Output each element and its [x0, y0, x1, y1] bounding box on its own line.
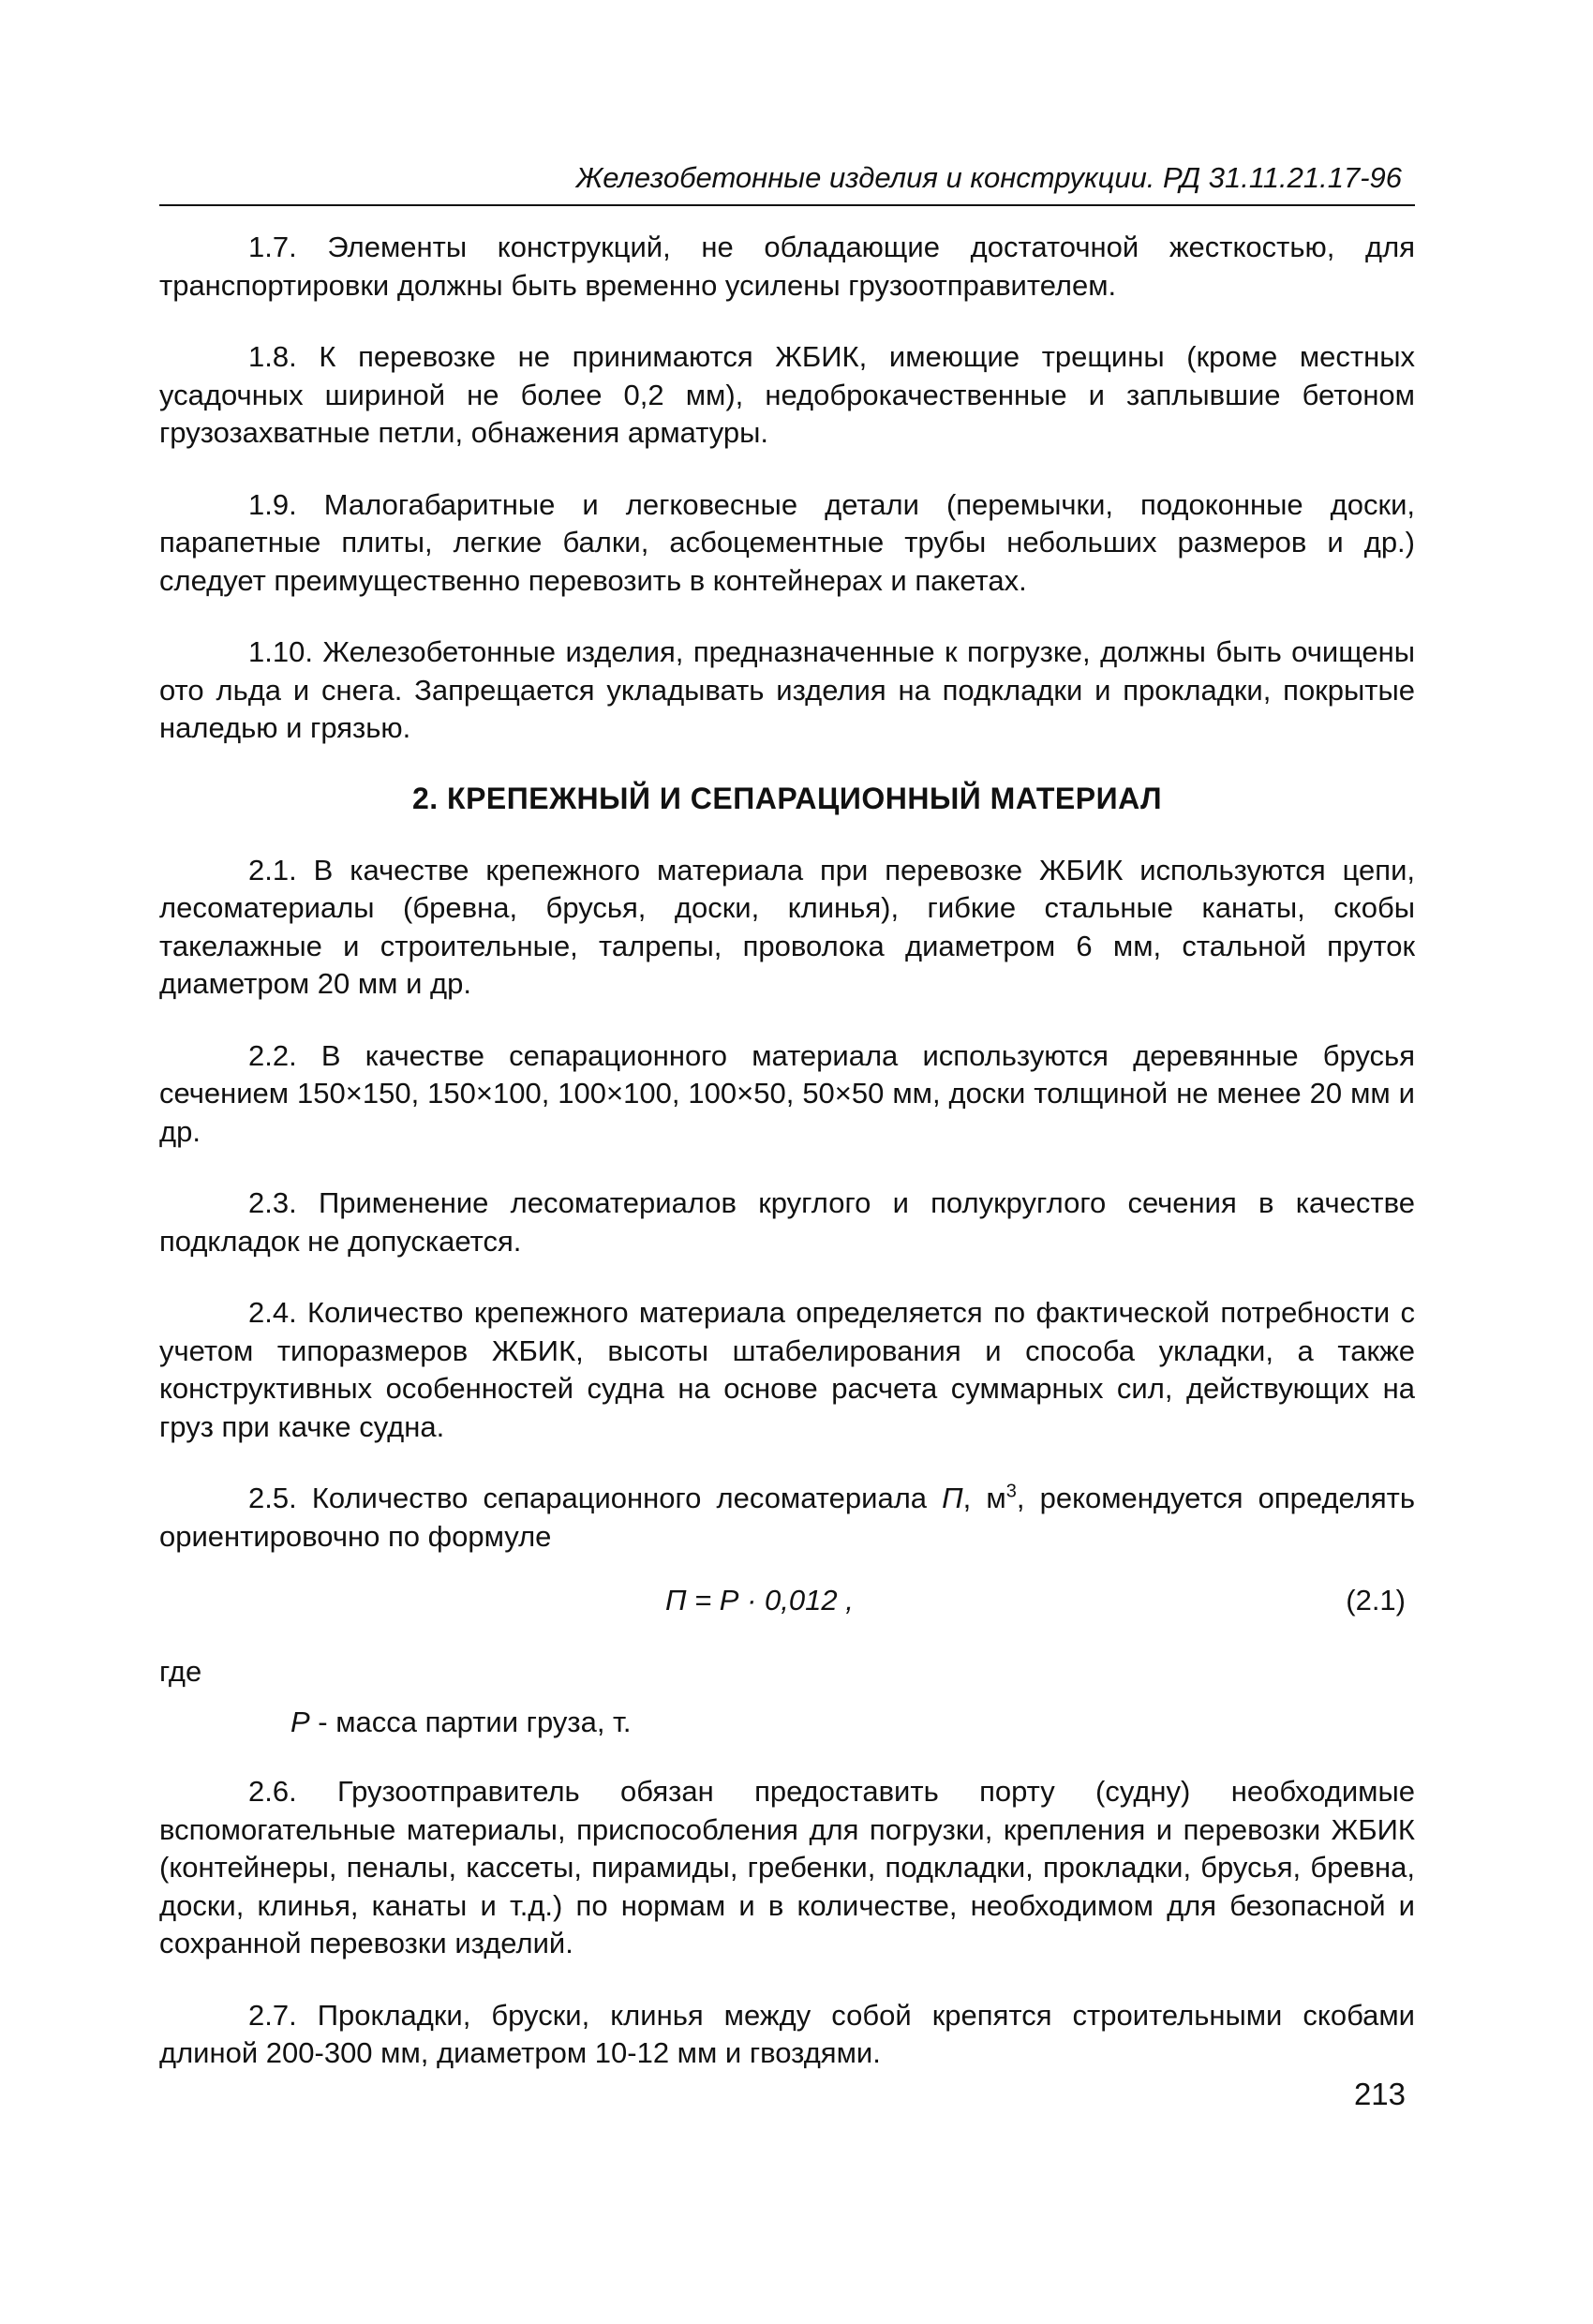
paragraph-2-3: 2.3. Применение лесоматериалов круглого и полукруглого сечения в качестве подкладок не допускается. — [159, 1186, 1415, 1258]
formula-expression: П = Р · 0,012 , — [665, 1584, 854, 1616]
formula-number: (2.1) — [1346, 1584, 1406, 1616]
paragraph-2-4: 2.4. Количество крепежного материала определяется по фактической потребности с учетом типоразмеров ЖБИК, высоты штабелирования и способа укладки, а также конструктивных особенностей судна на основе расчета суммарных сил, действующих на груз при качке судна. — [159, 1296, 1415, 1443]
where-label: где — [159, 1655, 202, 1688]
paragraph-1-7: 1.7. Элементы конструкций, не обладающие достаточной жесткостью, для транспортировки должны быть временно усилены грузоотправителем. — [159, 231, 1415, 302]
paragraph-2-1: 2.1. В качестве крепежного материала при перевозке ЖБИК используются цепи, лесоматериалы (бревна, брусья, доски, клинья), гибкие стальные канаты, скобы такелажные и строительные, талрепы, проволока диаметром 6 мм, стальной пруток диаметром 20 мм и др. — [159, 853, 1415, 1000]
paragraph-2-6: 2.6. Грузоотправитель обязан предоставить порту (судну) необходимые вспомогательные материалы, приспособления для погрузки, крепления и перевозки ЖБИК (контейнеры, пеналы, кассеты, пирамиды, гребенки, подкладки, прокладки, брусья, бревна, доски, клинья, канаты и т.д.) по нормам и в количестве, необходимом для безопасной и сохранной перевозки изделий. — [159, 1775, 1415, 1959]
where-text: - масса партии груза, т. — [309, 1706, 632, 1738]
header-rule — [159, 204, 1415, 206]
section-heading: 2. КРЕПЕЖНЫЙ И СЕПАРАЦИОННЫЙ МАТЕРИАЛ — [411, 781, 1163, 815]
formula-row — [159, 1584, 1415, 1625]
paragraph-1-8: 1.8. К перевозке не принимаются ЖБИК, имеющие трещины (кроме местных усадочных шириной не более 0,2 мм), недоброкачественные и заплывшие бетоном грузозахватные петли, обнажения арматуры. — [159, 340, 1415, 449]
paragraph-2-5-rest: , рекомендуется определять ориентировочно по формуле — [159, 1482, 1415, 1553]
paragraph-2-5 — [159, 1480, 1415, 1556]
document-page — [159, 159, 1415, 2111]
paragraph-1-9: 1.9. Малогабаритные и легковесные детали (перемычки, подоконные доски, парапетные плиты, легкие балки, асбоцементные трубы небольших размеров и др.) следует преимущественно перевозить в контейнерах и пакетах. — [159, 487, 1415, 597]
paragraph-2-5-symbol: П — [942, 1482, 963, 1514]
where-definition — [290, 1704, 1415, 1741]
paragraph-2-5-unit-power: 3 — [1005, 1481, 1017, 1502]
running-header: Железобетонные изделия и конструкции. РД 31.11.21.17-96 — [575, 161, 1402, 194]
paragraph-2-5-text: 2.5. Количество сепарационного лесоматериала — [248, 1482, 943, 1514]
paragraph-1-10: 1.10. Железобетонные изделия, предназначенные к погрузке, должны быть очищены ото льда и снега. Запрещается укладывать изделия на подкладки и прокладки, покрытые наледью и грязью. — [159, 635, 1415, 744]
page-number: 213 — [1353, 2077, 1406, 2111]
paragraph-2-2: 2.2. В качестве сепарационного материала используются деревянные брусья сечением 150×150, 150×100, 100×100, 100×50, 50×50 мм, доски толщиной не менее 20 мм и др. — [159, 1038, 1415, 1148]
paragraph-2-7: 2.7. Прокладки, бруски, клинья между собой крепятся строительными скобами длиной 200-300 мм, диаметром 10-12 мм и гвоздями. — [159, 1998, 1415, 2069]
paragraph-2-5-unit: , м — [962, 1482, 1006, 1514]
where-symbol: Р — [290, 1706, 310, 1738]
